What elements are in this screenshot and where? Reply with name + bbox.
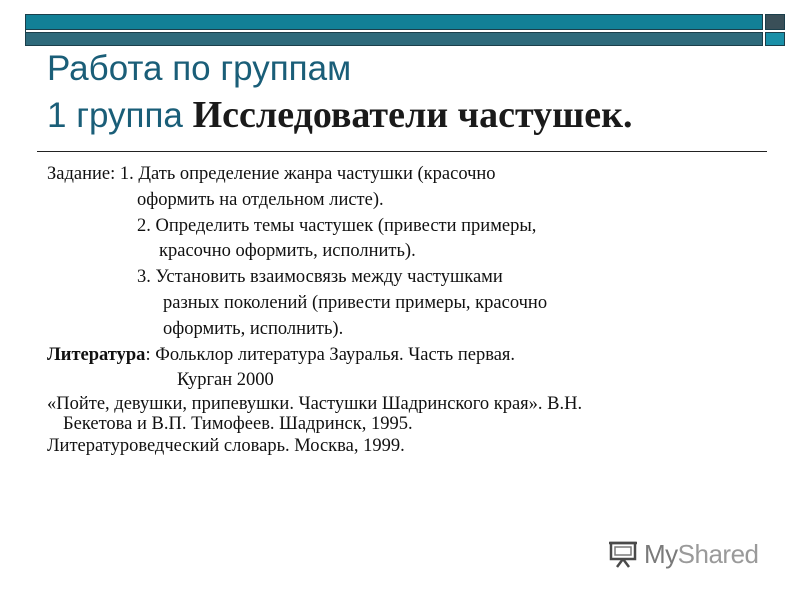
corner-block-bottom [765, 32, 785, 46]
title-group-number: 1 группа [47, 96, 193, 135]
top-decor-bar [25, 14, 763, 30]
myshared-logo [608, 538, 768, 570]
task-line-5: 3. Установить взаимосвязь между частушками [137, 267, 503, 288]
source-2: Литературоведческий словарь. Москва, 1999. [47, 436, 405, 457]
task-line-4: красочно оформить, исполнить). [159, 241, 416, 262]
title-group-name: Исследователи частушек [192, 94, 623, 136]
logo-text-shared: Shared [677, 538, 759, 569]
task-line-7: оформить, исполнить). [163, 318, 344, 339]
presentation-board-icon [608, 540, 638, 568]
task-line-3: 2. Определить темы частушек (привести примеры, [137, 215, 537, 236]
literature-line-2: Курган 2000 [177, 370, 274, 391]
task-line-2: оформить на отдельном листе). [137, 189, 384, 210]
task-line-1: Задание: 1. Дать определение жанра частушки (красочно [47, 164, 496, 184]
top-decor-bar-lower [25, 32, 763, 46]
literature-text: : Фольклор литература Зауралья. Часть первая. [145, 344, 516, 365]
slide-title [47, 46, 632, 139]
logo-text [644, 539, 759, 570]
title-divider [37, 151, 767, 152]
literature-line [47, 343, 767, 369]
source-1-line-1: «Пойте, девушки, припевушки. Частушки Шадринского края». В.Н. [47, 394, 583, 415]
corner-block-top [765, 14, 785, 30]
slide-body [47, 162, 767, 460]
task-line-6: разных поколений (привести примеры, красочно [163, 292, 548, 313]
title-period: . [622, 94, 633, 136]
title-line-2 [47, 92, 632, 139]
literature-label: Литература [47, 344, 146, 365]
source-1-line-2: Бекетова и В.П. Тимофеев. Шадринск, 1995. [63, 414, 413, 435]
title-line-1: Работа по группам [47, 49, 352, 88]
logo-text-my: My [644, 538, 678, 569]
